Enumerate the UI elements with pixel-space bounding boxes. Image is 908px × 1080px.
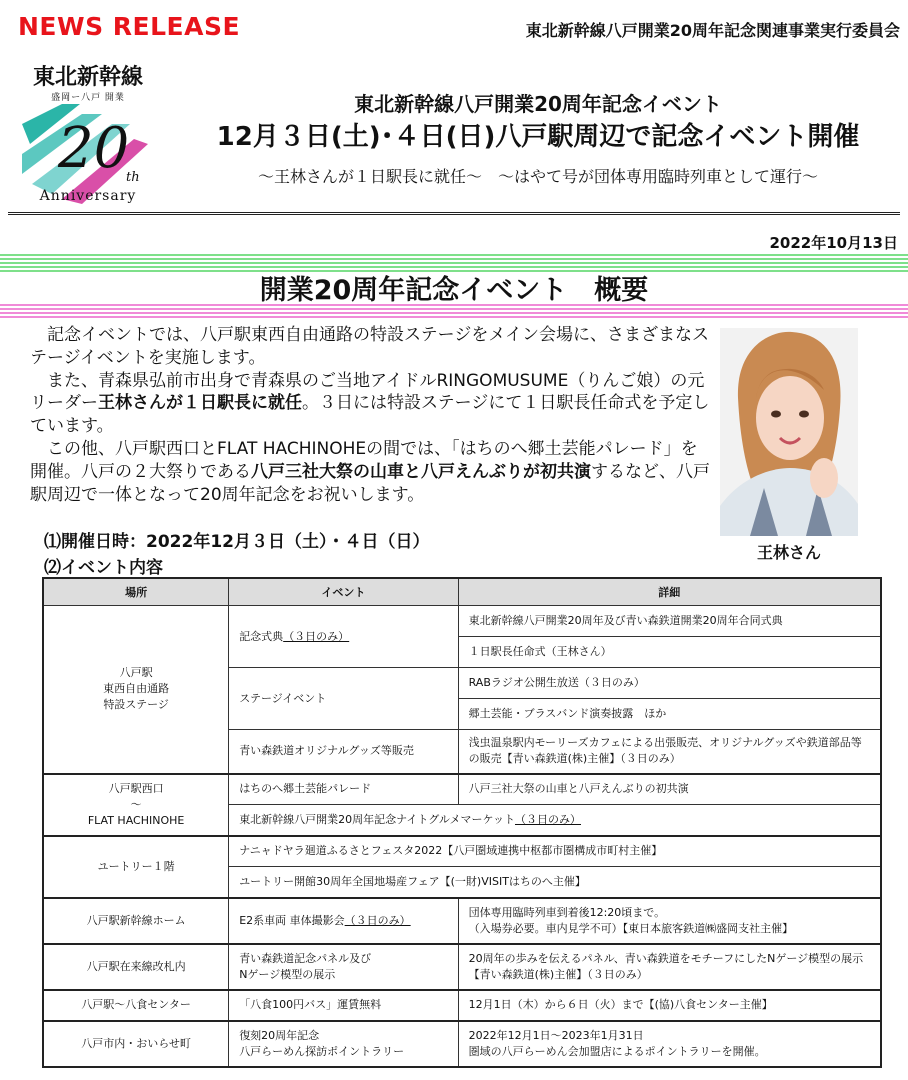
event-ramen: 復刻20周年記念 八戸らーめん探訪ポイントラリー: [229, 1021, 458, 1067]
place-ticket-gate: 八戸駅在来線改札内: [43, 944, 229, 990]
detail-e2: 団体専用臨時列車到着後12:20頃まで。 （入場券必要。車内見学不可）【東日本旅客鉄道㈱盛岡支社主催】: [458, 898, 881, 944]
table-row: [43, 944, 881, 990]
paragraph-3-highlight: 八戸三社大祭の山車と八戸えんぶりが初共演: [251, 461, 591, 482]
title-line3: ～王林さんが１日駅長に就任～ ～はやて号が団体専用臨時列車として運行～: [257, 167, 818, 186]
header-detail: 詳細: [458, 578, 881, 606]
title-line2: 12月３日(土)･４日(日)八戸駅周辺で記念イベント開催: [216, 122, 860, 152]
table-row: [43, 990, 881, 1021]
paragraph-1: 記念イベントでは、八戸駅東西自由通路の特設ステージをメイン会場に、さまざまなステージイベントを実施します。: [30, 325, 709, 368]
paragraph-3: この他、八戸駅西口とFLAT HACHINOHEの間では、「はちのへ郷土芸能パレード」を開催。八戸の２大祭りである八戸三社大祭の山車と八戸えんぶりが初共演するなど、八戸駅周辺で一体となって20周年記念をお祝いします。: [30, 438, 710, 505]
event-night-market: 東北新幹線八戸開業20周年記念ナイトグルメマーケット（３日のみ）: [229, 805, 881, 836]
logo-line1: 東北新幹線: [32, 64, 143, 90]
event-bus: 「八食100円バス」運賃無料: [229, 990, 458, 1021]
place-utory: ユートリー１階: [43, 836, 229, 898]
header-divider: [8, 212, 900, 215]
table-row: [43, 898, 881, 944]
logo-anniversary: Anniversary: [39, 188, 137, 204]
anniversary-logo: [18, 60, 158, 208]
place-west-exit: 八戸駅西口 ～ FLAT HACHINOHE: [43, 774, 229, 836]
event-goods: 青い森鉄道オリジナルグッズ等販売: [229, 730, 458, 774]
logo-suffix: th: [126, 170, 140, 185]
news-release-label: NEWS RELEASE: [18, 12, 241, 41]
detail-bus: 12月1日（木）から６日（火）まで【(協)八食センター主催】: [458, 990, 881, 1021]
section-title: 開業20周年記念イベント 概要: [259, 275, 649, 306]
logo-number: 20: [58, 116, 130, 181]
photo-caption: 王林さん: [756, 543, 821, 562]
portrait-photo: [720, 328, 858, 536]
event-panel: 青い森鉄道記念パネル及び Nゲージ模型の展示: [229, 944, 458, 990]
detail-goods: 浅虫温泉駅内モーリーズカフェによる出張販売、オリジナルグッズや鉄道部品等の販売【青い森鉄道(株)主催】（３日のみ）: [458, 730, 881, 774]
title-line1: 東北新幹線八戸開業20周年記念イベント: [354, 92, 722, 116]
place-hachinohe-stage: 八戸駅 東西自由通路 特設ステージ: [43, 606, 229, 774]
table-row: [43, 606, 881, 637]
paragraph-2: また、青森県弘前市出身で青森県のご当地アイドルRINGOMUSUME（りんご娘）の元リーダー王林さんが１日駅長に就任。３日には特設ステージにて１日駅長任命式を予定しています。: [30, 370, 710, 437]
detail-stage-2: 郷土芸能・ブラスバンド演奏披露 ほか: [458, 699, 881, 730]
detail-stage-1: RABラジオ公開生放送（３日のみ）: [458, 668, 881, 699]
event-parade: はちのへ郷土芸能パレード: [229, 774, 458, 805]
table-header-row: [43, 578, 881, 606]
event-utory-1: ナニャドヤラ廻道ふるさとフェスタ2022【八戸圏域連携中枢都市圏構成市町村主催】: [229, 836, 881, 867]
overview-body: [30, 324, 710, 506]
header-event: イベント: [229, 578, 458, 606]
table-row: [43, 1021, 881, 1067]
paragraph-2-highlight: 王林さんが１日駅長に就任: [98, 393, 302, 414]
organization-name: 東北新幹線八戸開業20周年記念関連事業実行委員会: [525, 21, 900, 40]
detail-parade: 八戸三社大祭の山車と八戸えんぶりの初共演: [458, 774, 881, 805]
table-row: [43, 836, 881, 867]
detail-panel: 20周年の歩みを伝えるパネル、青い森鉄道をモチーフにしたNゲージ模型の展示【青い森鉄道(株)主催】（３日のみ）: [458, 944, 881, 990]
event-contents-heading: ⑵イベント内容: [44, 558, 163, 578]
event-utory-2: ユートリー開館30周年全国地場産フェア【(一財)VISITはちのへ主催】: [229, 867, 881, 898]
place-bus-route: 八戸駅～八食センター: [43, 990, 229, 1021]
release-date: 2022年10月13日: [769, 234, 898, 252]
event-table: [42, 577, 882, 1068]
place-city: 八戸市内・おいらせ町: [43, 1021, 229, 1067]
event-stage: ステージイベント: [229, 668, 458, 730]
event-datetime: ⑴開催日時：2022年12月３日（土）・４日（日）: [44, 532, 430, 552]
table-row: [43, 774, 881, 805]
detail-ceremony-2: １日駅長任命式（王林さん）: [458, 637, 881, 668]
event-e2: E2系車両 車体撮影会（３日のみ）: [229, 898, 458, 944]
logo-line2: 盛岡ー八戸 開業: [51, 93, 125, 103]
detail-ramen: 2022年12月1日～2023年1月31日 圏域の八戸らーめん会加盟店によるポイントラリーを開催。: [458, 1021, 881, 1067]
event-ceremony: 記念式典（３日のみ）: [229, 606, 458, 668]
place-shinkansen-platform: 八戸駅新幹線ホーム: [43, 898, 229, 944]
detail-ceremony-1: 東北新幹線八戸開業20周年及び青い森鉄道開業20周年合同式典: [458, 606, 881, 637]
header-place: 場所: [43, 578, 229, 606]
